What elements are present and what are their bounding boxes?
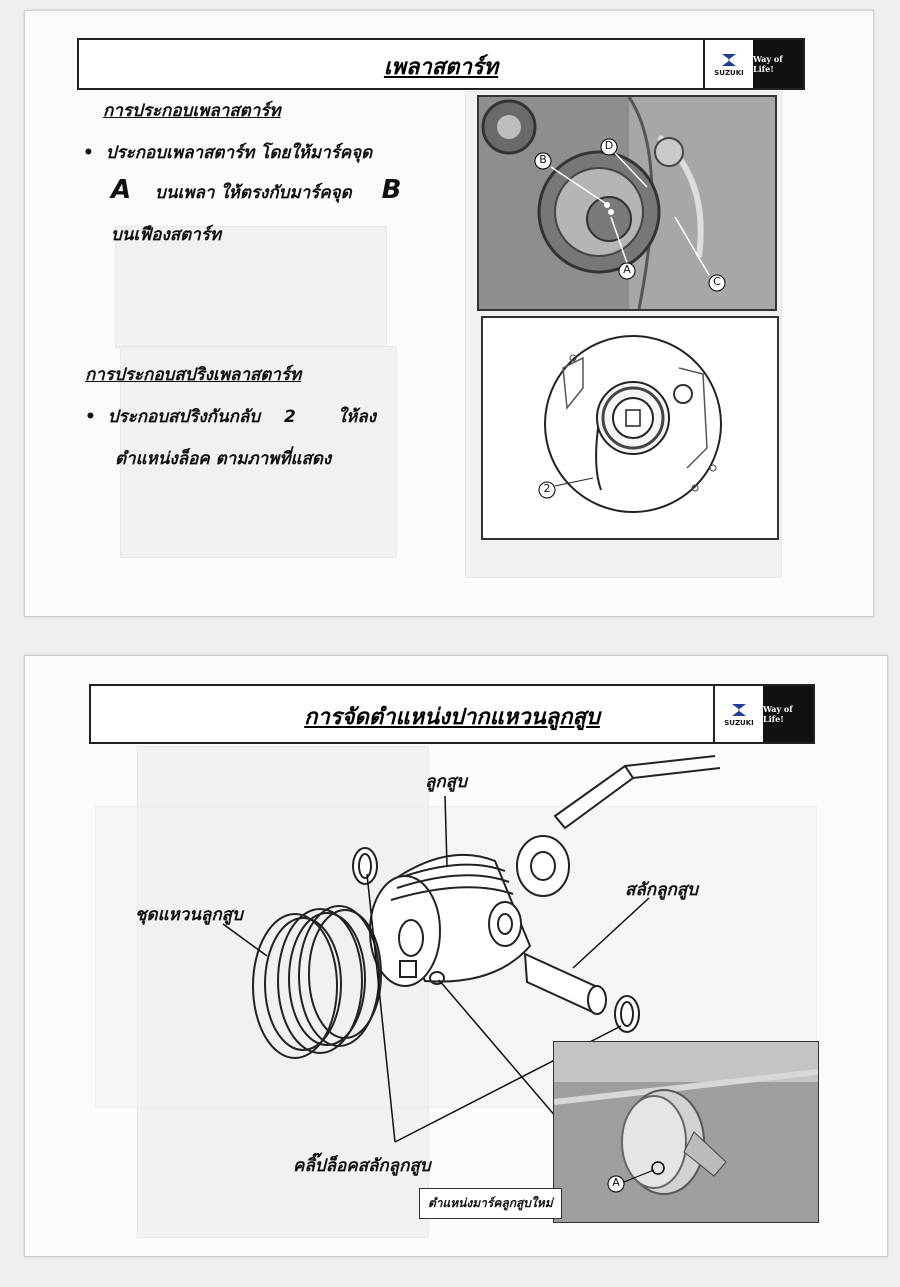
bullet-line <box>111 175 401 206</box>
bullet-text: ประกอบเพลาสตาร์ท โดยให้มาร์คจุด <box>105 143 373 163</box>
bullet-text: ให้ลง <box>337 407 376 427</box>
slide-start-shaft <box>24 10 874 617</box>
brand-tagline: Way of Life! <box>753 40 803 88</box>
suzuki-s-icon <box>719 52 739 68</box>
spring-illustration <box>483 318 777 538</box>
bullet-text: ตำแหน่งล็อค ตามภาพที่แสดง <box>115 449 332 469</box>
start-gear-illustration <box>479 97 775 309</box>
spring-diagram <box>481 316 779 540</box>
bullet-dot: • <box>83 143 106 163</box>
bullet-line <box>83 139 372 166</box>
slide-title: การจัดตำแหน่งปากแหวนลูกสูบ <box>304 705 600 730</box>
callout-2: 2 <box>543 482 551 495</box>
label-piston-pin-clip: คลิ๊ปล็อคสลักลูกสูบ <box>293 1156 431 1176</box>
section-heading-assembly: การประกอบเพลาสตาร์ท <box>103 101 281 121</box>
suzuki-brand <box>703 38 805 90</box>
callout-a: A <box>612 1176 620 1189</box>
bullet-line <box>85 403 376 430</box>
section-heading-spring: การประกอบสปริงเพลาสตาร์ท <box>85 365 302 385</box>
piston-mark-photo <box>553 1041 819 1223</box>
callout-a: A <box>623 263 631 276</box>
bullet-text: บนเพลา ให้ตรงกับมาร์คจุด <box>155 183 352 203</box>
label-piston-pin: สลักลูกสูบ <box>625 880 698 900</box>
photo-caption: ตำแหน่งมาร์คลูกสูบใหม่ <box>419 1188 562 1219</box>
callout-c: C <box>713 275 721 288</box>
piston-photo-illustration <box>554 1042 818 1222</box>
label-piston-ring-set: ชุดแหวนลูกสูบ <box>135 905 243 925</box>
callout-b: B <box>539 153 547 166</box>
callout-d: D <box>604 139 614 152</box>
brand-tagline: Way of Life! <box>763 686 813 742</box>
brand-name: SUZUKI <box>724 718 754 727</box>
start-gear-photo <box>477 95 777 311</box>
spring-number: 2 <box>284 407 296 427</box>
bullet-text: ประกอบสปริงกันกลับ <box>107 407 261 427</box>
suzuki-logo <box>705 40 753 88</box>
slide-piston-ring <box>24 655 888 1257</box>
bullet-text: บนเฟืองสตาร์ท <box>111 225 222 245</box>
label-piston: ลูกสูบ <box>425 772 467 792</box>
title-bar <box>77 38 805 90</box>
slide-title: เพลาสตาร์ท <box>383 55 499 80</box>
mark-b-label: B <box>381 175 402 205</box>
mark-a-label: A <box>111 175 132 205</box>
brand-name: SUZUKI <box>714 68 744 77</box>
bullet-dot: • <box>85 407 108 427</box>
